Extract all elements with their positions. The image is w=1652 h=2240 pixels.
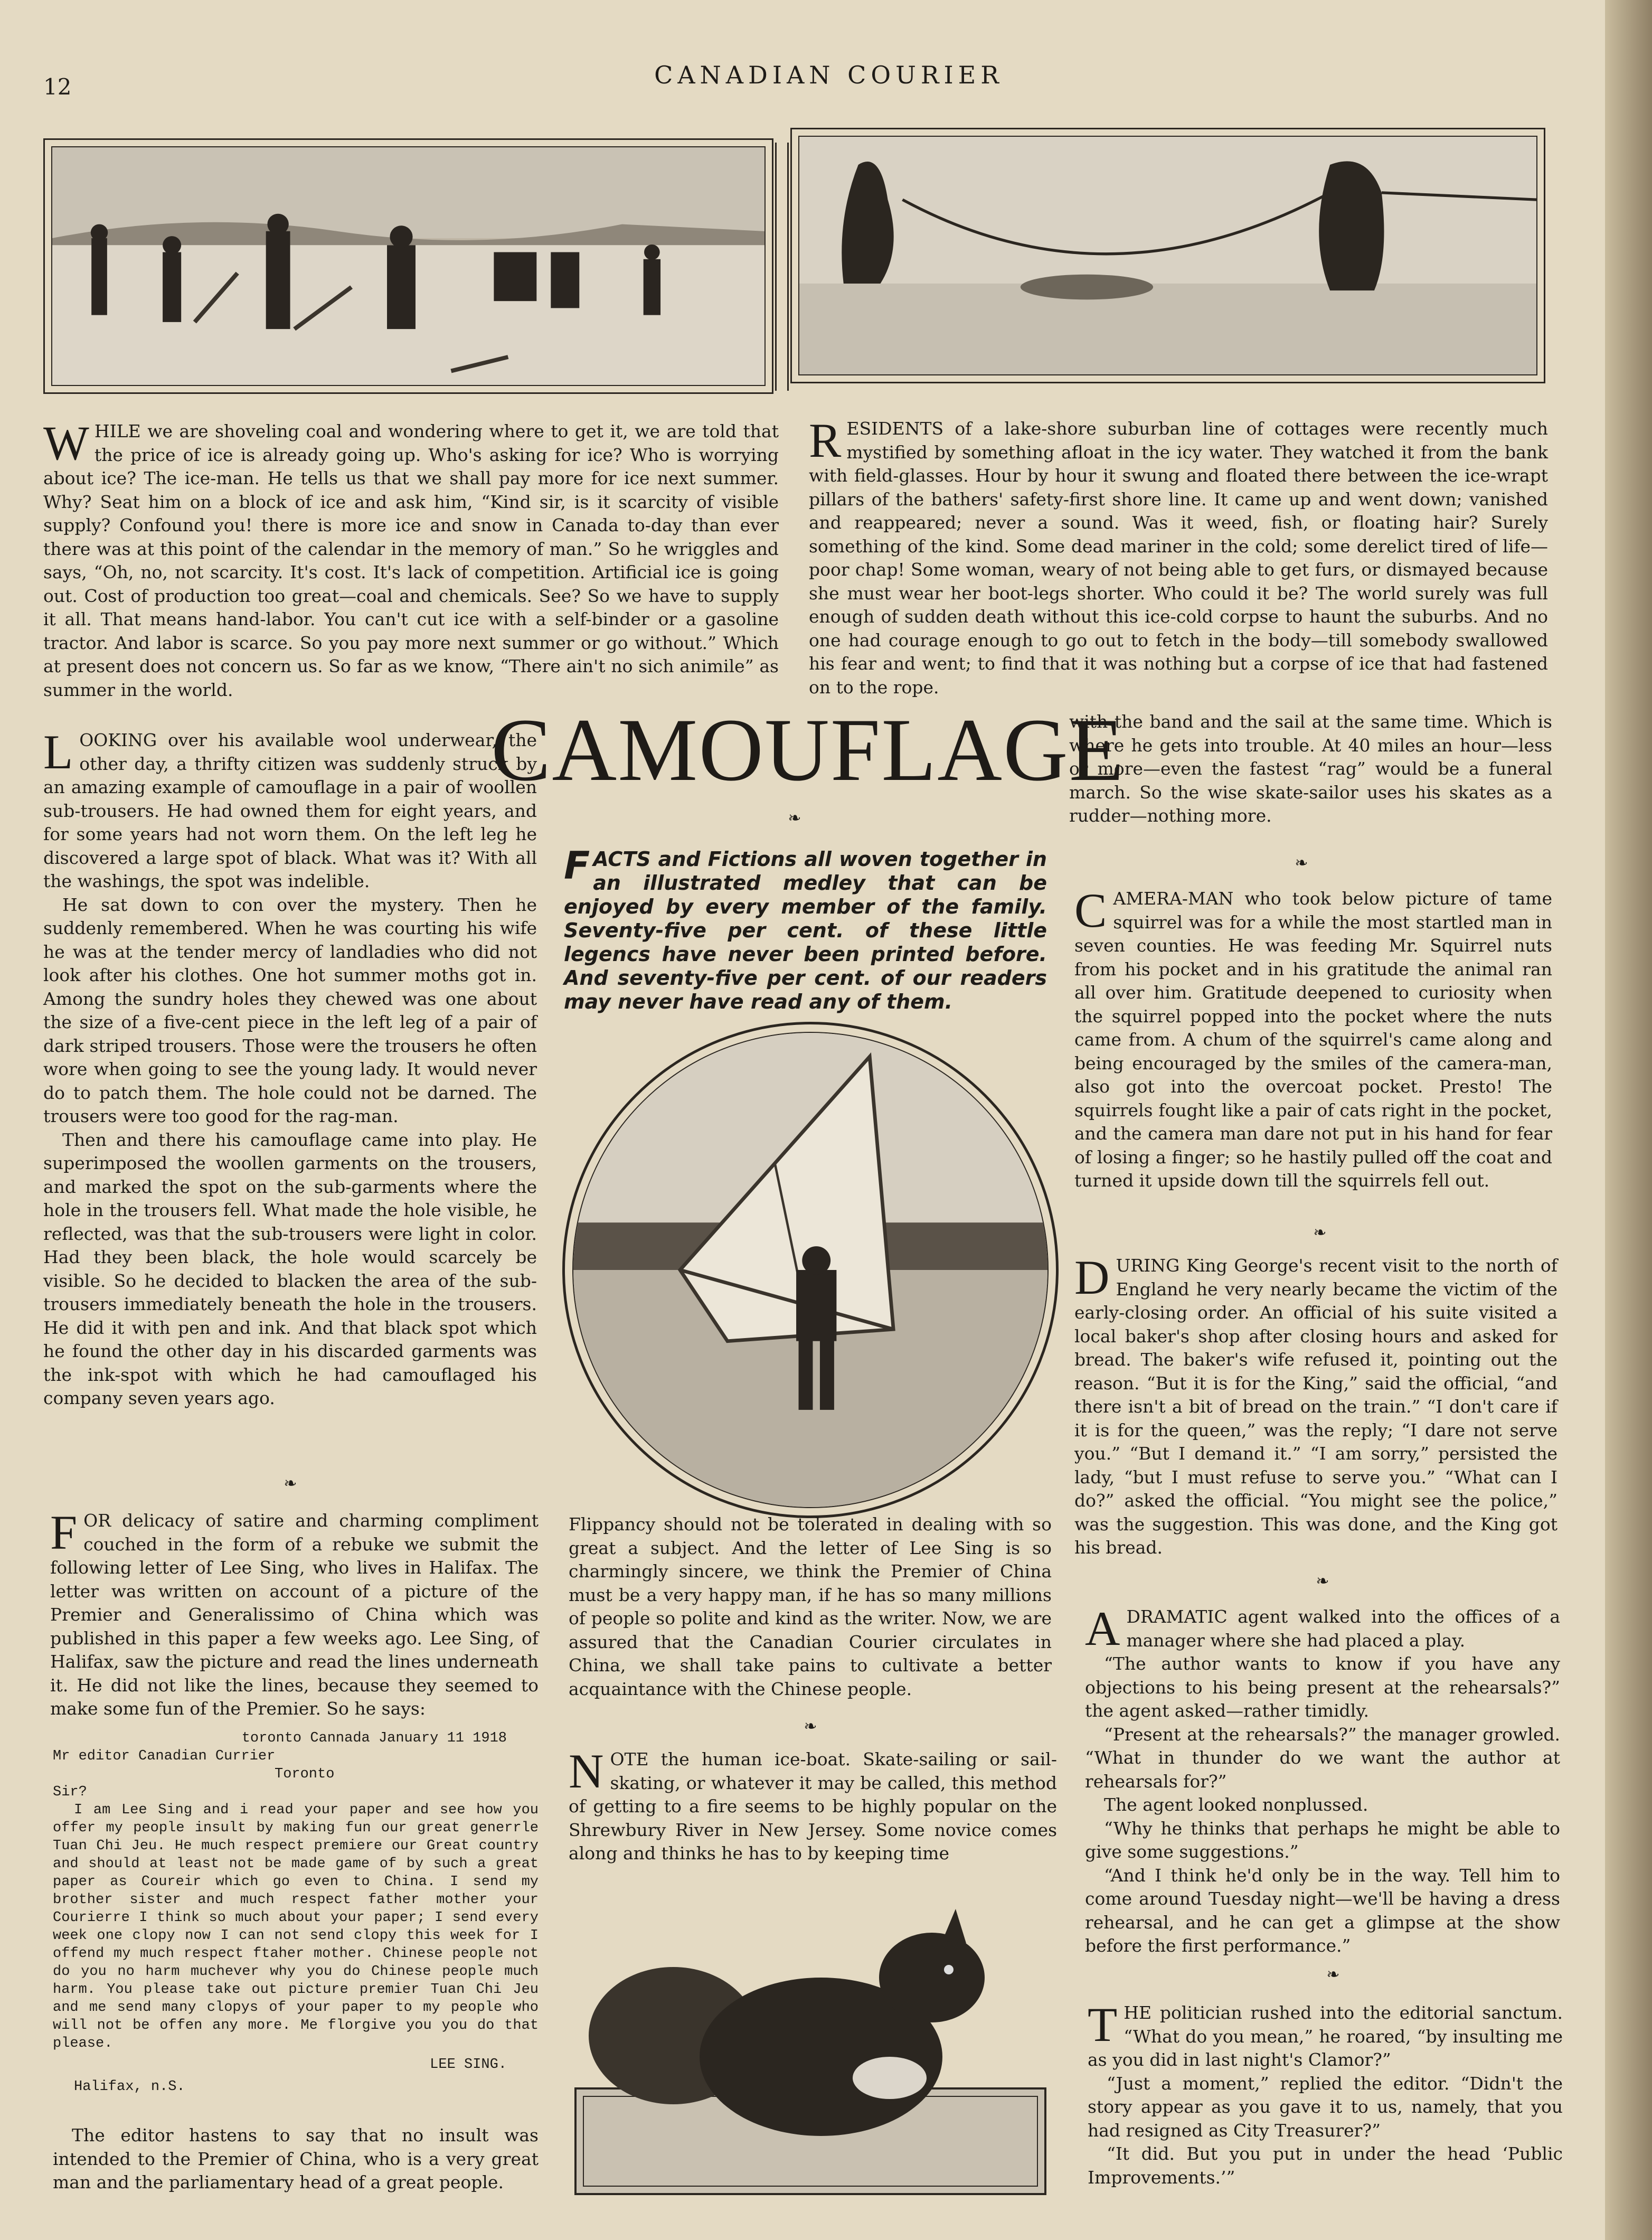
- politician-paragraph-1: HE politician rushed into the editorial sanctum. “What do you mean,” he roared, “by insulting me as you did in last night's Clamor?”: [1088, 2002, 1563, 2070]
- ice-article: [43, 416, 779, 702]
- ice-boat-continued: with the band and the sail at the same time. Which is where he gets into trouble. At 40 miles an hour—less or more—even the fastest “rag” would be a funeral march. So the wise skate-sailor uses his skates as a rudder—nothing more.: [1069, 711, 1552, 826]
- dramatic-article: [1085, 1602, 1560, 1958]
- drop-cap: F: [564, 843, 590, 888]
- ornament-icon: ❧: [1326, 1965, 1340, 1984]
- letter-address-2: Toronto: [275, 1766, 335, 1782]
- camouflage-intro-text: ACTS and Fictions all woven together in an illustrated medley that can be enjoyed by every member of the family. Seventy-five per cent. of these little legencs have never been printed before. And seventy-five per cent. of our readers may never have read any of them.: [564, 848, 1047, 1013]
- drop-cap: D: [1074, 1250, 1110, 1304]
- drop-cap: R: [809, 413, 842, 467]
- camouflage-intro: [564, 843, 1047, 1014]
- squirrel-photo: [573, 1877, 1048, 2199]
- camouflage-paragraph-2: He sat down to con over the mystery. Then he suddenly remembered. When he was courting his wife he was at the tender mercy of landladies who did not look after his clothes. One hot summer moths got in. Among the sundry holes they chewed was one about the size of a five-cent piece in the left leg of a pair of dark striped trousers. Those were the trousers he often wore when going to see the young lady. It would never do to patch them. The hole could not be darned. The trousers were too good for the rag-man.: [43, 894, 537, 1126]
- king-text: URING King George's recent visit to the north of England he very nearly became the victim of the early-closing order. An official of his suite visited a local baker's shop after closing hours and asked for bread. The baker's wife refused it, pointing out the reason. “But it is for the King,” said the official, “and there isn't a bit of bread on the train.” “I don't care if it is for the queen,” was the reply; “I dare not serve you.” “But I demand it.” “I am sorry,” persisted the lady, “but I must refuse to serve you.” “What can I do?” asked the official. “You might see the police,” was the suggestion. This was done, and the King got his bread.: [1074, 1255, 1557, 1558]
- lee-sing-letter: [53, 1729, 539, 2096]
- lee-sing-continued: Flippancy should not be tolerated in dealing with so great a subject. And the letter of Lee Sing is so charmingly sincere, we think the Premier of China must be a very happy man, if he has so many millions of people so polite and kind as the writer. Now, we are assured that the Canadian Courier circulates in China, we shall take pains to cultivate a better acquaintance with the Chinese people.: [569, 1514, 1052, 1699]
- ice-boat-text-a: OTE the human ice-boat. Skate-sailing or sail-skating, or whatever it may be called, this method of getting to a fire seems to be highly popular on the Shrewbury River in New Jersey. Some novice comes along and thinks he has to by keeping time: [569, 1749, 1057, 1863]
- ornament-icon: ❧: [1313, 1223, 1327, 1242]
- page-number: 12: [43, 74, 72, 100]
- dramatic-paragraph-1: DRAMATIC agent walked into the offices of a manager where she had placed a play.: [1126, 1606, 1560, 1651]
- lee-sing-article: [50, 1505, 539, 1721]
- ornament-icon: ❧: [804, 1717, 817, 1736]
- ice-pillars-photo: [798, 136, 1537, 375]
- camouflage-headline: CAMOUFLAGE: [491, 700, 1125, 799]
- drop-cap: A: [1085, 1602, 1120, 1655]
- top-left-photo-frame: [43, 138, 773, 394]
- letter-place: Halifax, n.S.: [74, 2079, 185, 2095]
- ice-cutters-illustration: [52, 147, 764, 385]
- letter-signature: LEE SING.: [430, 2057, 507, 2073]
- ice-pillars-illustration: [799, 137, 1536, 374]
- letter-salutation: Sir?: [53, 1784, 87, 1800]
- letter-date: toronto Cannada January 11 1918: [241, 1730, 507, 1746]
- ornament-icon: ❧: [1316, 1572, 1329, 1590]
- camouflage-article: [43, 725, 537, 1410]
- drop-cap: C: [1074, 883, 1107, 937]
- king-article: [1074, 1250, 1557, 1560]
- residents-article: [809, 413, 1548, 699]
- politician-article: [1088, 1998, 1563, 2189]
- politician-paragraph-2: “Just a moment,” replied the editor. “Didn't the story appear as you gave it to us, namely, that you had resigned as City Treasurer?”: [1088, 2073, 1563, 2141]
- lee-sing-closing: The editor hastens to say that no insult was intended to the Premier of China, who is a very great man and the parliamentary head of a great people.: [53, 2125, 539, 2192]
- letter-body: I am Lee Sing and i read your paper and see how you offer my people insult by making fun our great generrle Tuan Chi Jeu. He much respect premiere our Great country and should at least not be made game of by such a great paper as Coureir which go even to China. I send my brother sister and much respect father mother your Courierre I think so much about your paper; I send every week one clopy now I can not send clopy this week for I offend my much respect ftaher mother. Chinese people not do you no harm muchever why you do Chinese people much harm. You please take out picture premier Tuan Chi Jeu and me send many clopys of your paper to my people who will not be offen any more. Me florgive you you do that please.: [53, 1802, 539, 2051]
- ice-boat-article: [569, 1744, 1057, 1866]
- drop-cap: L: [43, 725, 73, 779]
- magazine-title: CANADIAN COURIER: [654, 61, 1004, 89]
- page-edge: [1605, 0, 1652, 2240]
- skate-sailor-photo: [562, 1022, 1059, 1518]
- drop-cap: N: [569, 1744, 604, 1798]
- ice-article-text: HILE we are shoveling coal and wondering where to get it, we are told that the price of ice is already going up. Who's asking for ice? Who is worrying about ice? The ice-man. He tells us that we shall pay more for ice next summer. Why? Seat him on a block of ice and ask him, “Kind sir, is it scarcity of visible supply? Confound you! there is more ice and snow in Canada to-day than ever there was at this point of the calendar in the memory of man.” So he wriggles and says, “Oh, no, not scarcity. It's cost. It's lack of competition. Artificial ice is going out. Cost of production too great—coal and chemicals. See? So we have to supply it all. That means hand-labor. You can't cut ice with a self-binder or a gasoline tractor. And labor is scarce. So you pay more next summer or go without.” Which at present does not concern us. So far as we know, “There ain't no sich animile” as summer in the world.: [43, 421, 779, 700]
- squirrel-text: AMERA-MAN who took below picture of tame squirrel was for a while the most startled man in seven counties. He was feeding Mr. Squirrel nuts from his pocket and in his gratitude the animal ran all over him. Gratitude deepened to curiosity when the squirrel popped into the pocket where the nuts came from. A chum of the squirrel's came along and being encouraged by the smiles of the camera-man, also got into the overcoat pocket. Presto! The squirrels fought like a pair of cats right in the pocket, and the camera man dare not put in his hand for fear of losing a finger; so he hastily pulled off the coat and turned it upside down till the squirrels fell out.: [1074, 888, 1552, 1191]
- photo-connector-icon: [775, 143, 789, 391]
- dramatic-paragraph-4: The agent looked nonplussed.: [1104, 1794, 1368, 1815]
- letter-address-1: Mr editor Canadian Currier: [53, 1748, 276, 1764]
- squirrel-article: [1074, 883, 1552, 1193]
- ornament-icon: ❧: [1295, 854, 1308, 872]
- skate-sailor-illustration: [573, 1033, 1047, 1507]
- camouflage-paragraph-1: OOKING over his available wool underwear, the other day, a thrifty citizen was suddenly struck by an amazing example of camouflage in a pair of woollen sub-trousers. He had owned them for eight years, and for some years had not worn them. On the left leg he discovered a large spot of black. What was it? With all the washings, the spot was indelible.: [43, 730, 537, 891]
- ornament-icon: ❧: [788, 809, 801, 827]
- ornament-icon: ❧: [284, 1474, 297, 1493]
- dramatic-paragraph-5: “Why he thinks that perhaps he might be able to give some suggestions.”: [1085, 1818, 1560, 1862]
- dramatic-paragraph-3: “Present at the rehearsals?” the manager growled. “What in thunder do we want the author at rehearsals for?”: [1085, 1724, 1560, 1792]
- residents-article-text: ESIDENTS of a lake-shore suburban line of cottages were recently much mystified by something afloat in the icy water. They watched it from the bank with field-glasses. Hour by hour it swung and floated there between the ice-wrapt pillars of the bathers' safety-first shore line. It came up and went down; vanished and reappeared; never a sound. Was it weed, fish, or floating hair? Surely something of the kind. Some dead mariner in the cold; some derelict tired of life—poor chap! Some woman, weary of not being able to get furs, or dismayed because she must wear her boot-legs shorter. Who could it be? The world surely was full enough of sudden death without this ice-cold corpse to haunt the suburbs. And no one had courage enough to go out to fetch in the body—till somebody swallowed his fear and went; to find that it was nothing but a corpse of ice that had fastened on to the rope.: [809, 418, 1548, 698]
- dramatic-paragraph-2: “The author wants to know if you have any objections to his being present at the rehearsals?” the agent asked—rather timidly.: [1085, 1653, 1560, 1721]
- drop-cap: W: [43, 416, 89, 470]
- dramatic-paragraph-6: “And I think he'd only be in the way. Tell him to come around Tuesday night—we'll be having a dress rehearsal, and he can get a glimpse at the show before the first performance.”: [1085, 1865, 1560, 1956]
- politician-paragraph-3: “It did. But you put in under the head ‘Public Improvements.’”: [1088, 2143, 1563, 2188]
- camouflage-paragraph-3: Then and there his camouflage came into play. He superimposed the woollen garments on the trousers, and marked the spot on the sub-garments where the hole in the trousers fell. What made the hole visible, he reflected, was that the sub-trousers were light in color. Had they been black, the hole would scarcely be visible. So he decided to blacken the area of the sub-trousers immediately beneath the hole in the trousers. He did it with pen and ink. And that black spot which he found the other day in his discarded garments was the ink-spot with which he had camouflaged his company seven years ago.: [43, 1129, 537, 1408]
- squirrel-illustration: [573, 1877, 1048, 2199]
- lee-sing-intro: OR delicacy of satire and charming compliment couched in the form of a rebuke we submit the following letter of Lee Sing, who lives in Halifax. The letter was written on account of a picture of the Premier and Generalissimo of China which was published in this paper a few weeks ago. Lee Sing, of Halifax, saw the picture and read the lines underneath it. He did not like the lines, because they seemed to make some fun of the Premier. So he says:: [50, 1510, 539, 1719]
- drop-cap: F: [50, 1505, 78, 1559]
- drop-cap: T: [1088, 1998, 1118, 2051]
- ice-cutters-photo: [51, 146, 766, 386]
- top-right-photo-frame: [790, 128, 1545, 383]
